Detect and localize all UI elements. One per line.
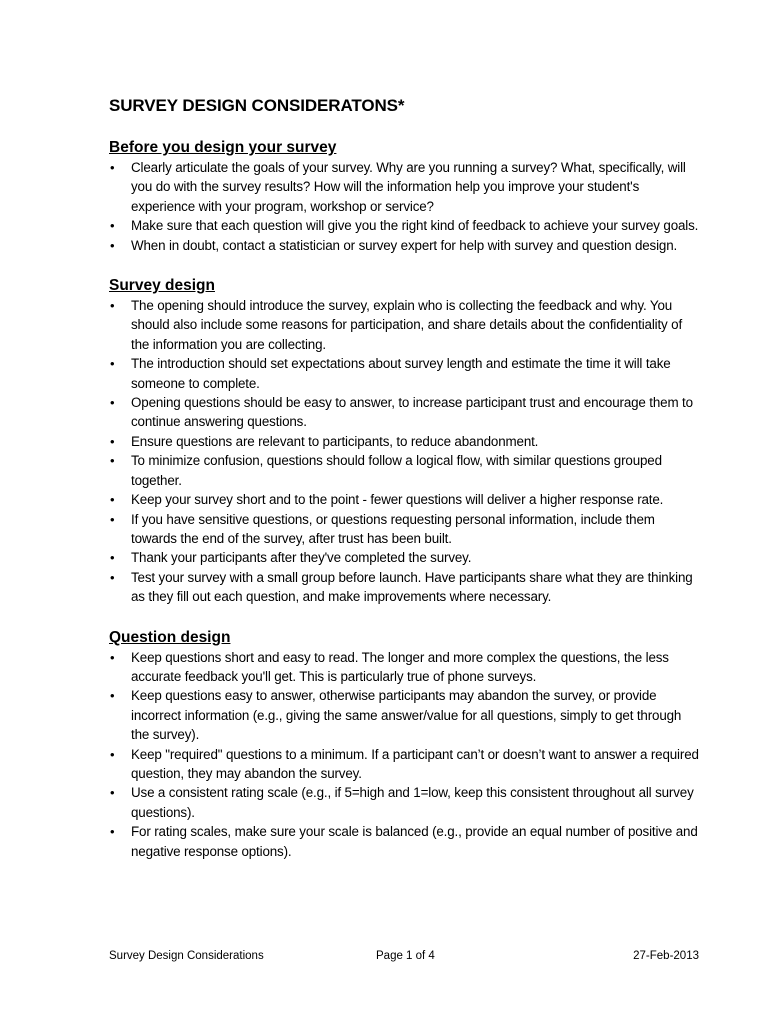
bullet-icon: •	[110, 160, 115, 175]
list-item-text: If you have sensitive questions, or questions requesting personal information, include them towards the end of the survey, after trust has been built.	[131, 511, 655, 546]
bullet-icon: •	[110, 746, 115, 762]
list-item	[109, 451, 699, 490]
list-item	[109, 296, 699, 354]
bullet-icon: •	[110, 649, 115, 665]
list-item-text: Thank your participants after they've completed the survey.	[131, 550, 472, 566]
bullet-list	[109, 158, 699, 255]
list-item	[109, 510, 699, 549]
bullet-icon: •	[110, 688, 115, 704]
list-item	[109, 648, 699, 687]
list-item-text: To minimize confusion, questions should follow a logical flow, with similar questions grouped together.	[131, 453, 662, 488]
list-item-text: Keep questions short and easy to read. The longer and more complex the questions, the less accurate feedback you'll get. This is particularly true of phone surveys.	[131, 649, 669, 684]
list-item-text: For rating scales, make sure your scale is balanced (e.g., provide an equal number of positive and negative response options).	[131, 824, 698, 859]
list-item	[109, 783, 699, 822]
list-item	[109, 236, 699, 255]
bullet-icon: •	[110, 433, 115, 449]
footer-document-name: Survey Design Considerations	[109, 950, 264, 962]
list-item-text: The opening should introduce the survey, explain who is collecting the feedback and why. You should also include some reasons for participation, and share details about the confidentiality of the information you are collecting.	[131, 298, 683, 352]
bullet-icon: •	[110, 395, 115, 411]
list-item-text: Make sure that each question will give you the right kind of feedback to achieve your survey goals.	[131, 218, 699, 234]
bullet-icon: •	[110, 218, 115, 234]
bullet-icon: •	[110, 569, 115, 585]
bullet-icon: •	[110, 237, 115, 253]
footer-page-number: Page 1 of 4	[376, 950, 435, 962]
list-item	[109, 354, 699, 393]
bullet-icon: •	[110, 550, 115, 566]
list-item	[109, 745, 699, 784]
list-item-text: Keep "required" questions to a minimum. If a participant can’t or doesn’t want to answer a required question, they may abandon the survey.	[131, 746, 699, 781]
bullet-icon: •	[110, 785, 115, 801]
section-question-design	[109, 627, 699, 861]
list-item-text: Test your survey with a small group before launch. Have participants share what they are thinking as they fill out each question, and make improvements where necessary.	[131, 569, 693, 605]
section-survey-design	[109, 275, 699, 607]
bullet-list	[109, 296, 699, 607]
list-item	[109, 158, 699, 216]
list-item	[109, 393, 699, 432]
section-heading: Before you design your survey	[109, 139, 337, 156]
list-item	[109, 216, 699, 235]
bullet-icon: •	[110, 453, 115, 469]
list-item	[109, 686, 699, 744]
footer-date: 27-Feb-2013	[633, 950, 699, 962]
list-item-text: Keep your survey short and to the point - fewer questions will deliver a higher response rate.	[131, 492, 664, 508]
list-item	[109, 568, 699, 607]
document-body	[109, 95, 699, 881]
list-item-text: The introduction should set expectations about survey length and estimate the time it will take someone to complete.	[131, 356, 671, 391]
list-item-text: Ensure questions are relevant to participants, to reduce abandonment.	[131, 433, 539, 449]
list-item-text: Clearly articulate the goals of your survey. Why are you running a survey? What, specifically, will you do with the survey results? How will the information help you improve your student's experience with your program, workshop or service?	[131, 160, 686, 214]
list-item-text: Opening questions should be easy to answer, to increase participant trust and encourage them to continue answering questions.	[131, 395, 693, 430]
list-item	[109, 822, 699, 861]
bullet-icon: •	[110, 492, 115, 508]
section-heading: Survey design	[109, 277, 215, 295]
list-item-text: When in doubt, contact a statistician or survey expert for help with survey and question design.	[131, 237, 678, 253]
section-before-design	[109, 137, 699, 255]
list-item	[109, 548, 699, 567]
list-item-text: Use a consistent rating scale (e.g., if 5=high and 1=low, keep this consistent throughout all survey questions).	[131, 785, 694, 820]
bullet-icon: •	[110, 511, 115, 527]
bullet-icon: •	[110, 824, 115, 840]
section-heading: Question design	[109, 628, 231, 646]
bullet-list	[109, 648, 699, 861]
list-item-text: Keep questions easy to answer, otherwise participants may abandon the survey, or provide incorrect information (e.g., giving the same answer/value for all questions, simply to get through the survey).	[131, 688, 682, 743]
bullet-icon: •	[110, 298, 115, 314]
bullet-icon: •	[110, 356, 115, 372]
list-item	[109, 432, 699, 451]
list-item	[109, 490, 699, 509]
document-title: SURVEY DESIGN CONSIDERATONS*	[109, 96, 405, 115]
